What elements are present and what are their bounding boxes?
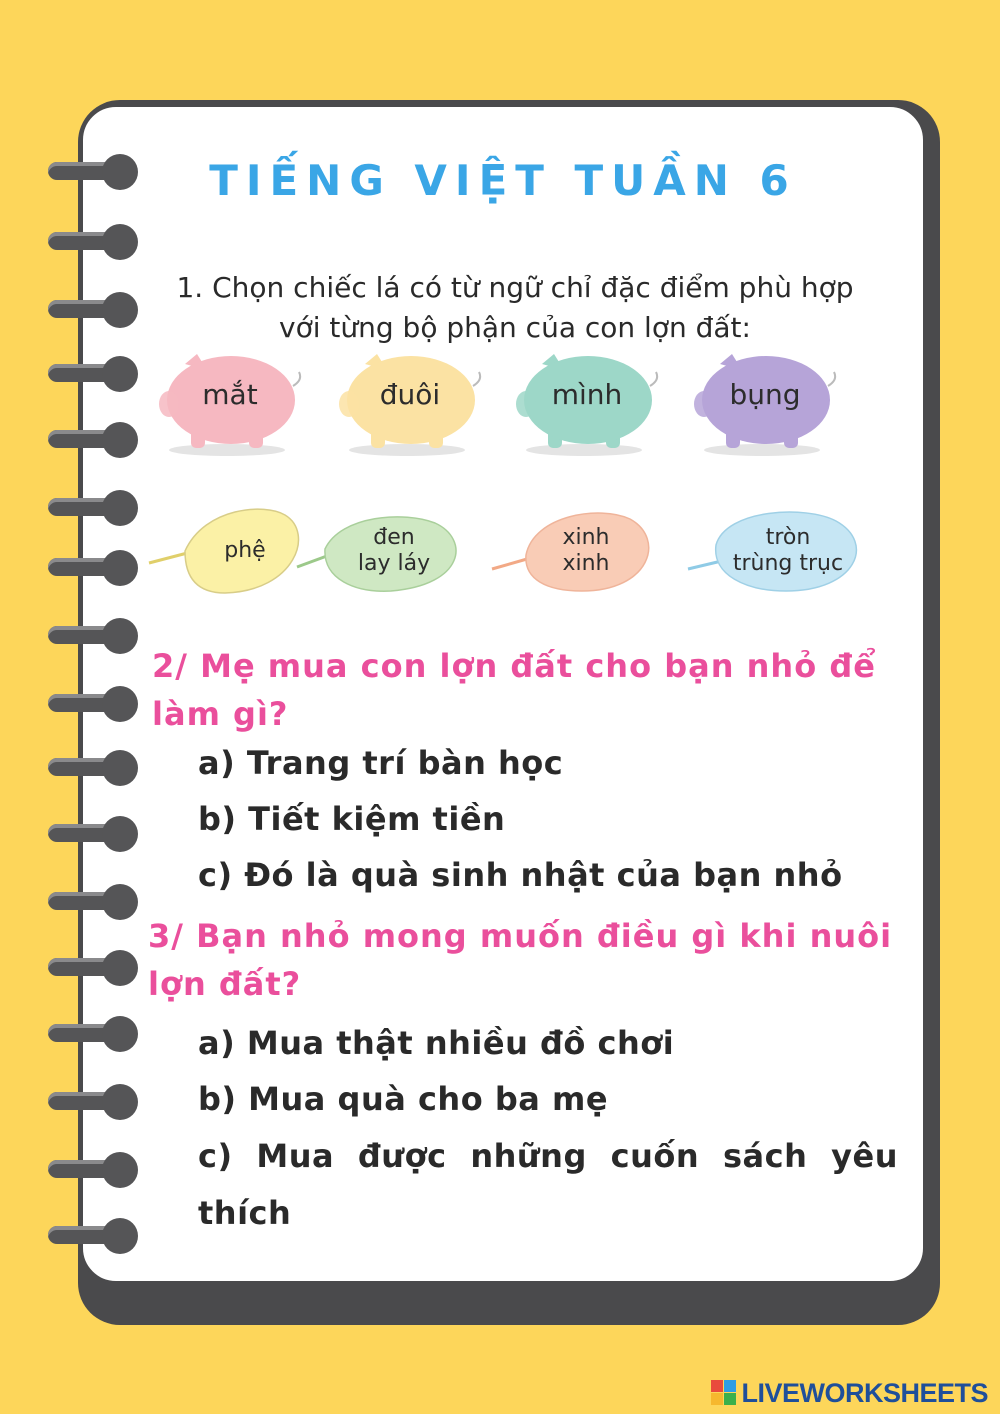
question-1 (120, 268, 910, 348)
liveworksheets-logo (711, 1376, 988, 1410)
question-2-line-1: 2/ Mẹ mua con lợn đất cho bạn nhỏ để (152, 647, 876, 685)
pig-label: đuôi (379, 378, 441, 411)
pig-card-belly[interactable] (690, 350, 840, 460)
pig-label: bụng (729, 378, 801, 411)
q3-option-c[interactable]: c) Mua được những cuốn sách yêu (198, 1137, 898, 1175)
question-3 (148, 912, 908, 1008)
spiral-ring-icon (48, 684, 140, 724)
spiral-ring-icon (48, 1216, 140, 1256)
question-1-line-1: 1. Chọn chiếc lá có từ ngữ chỉ đặc điểm phù hợp (176, 271, 854, 304)
spiral-ring-icon (48, 1150, 140, 1190)
q3-option-a[interactable]: a) Mua thật nhiều đồ chơi (198, 1024, 675, 1062)
watermark-text: LIVEWORKSHEETS (741, 1377, 988, 1408)
spiral-ring-icon (48, 948, 140, 988)
leaf-label (718, 505, 858, 597)
spiral-ring-icon (48, 748, 140, 788)
q2-option-c[interactable]: c) Đó là quà sinh nhật của bạn nhỏ (198, 856, 843, 894)
question-1-line-2: với từng bộ phận của con lợn đất: (279, 311, 751, 344)
pig-card-body[interactable] (512, 350, 662, 460)
spiral-ring-icon (48, 222, 140, 262)
leaf-label (185, 505, 305, 597)
pig-card-tail[interactable] (335, 350, 485, 460)
spiral-ring-icon (48, 1014, 140, 1054)
pig-card-eyes[interactable] (155, 350, 305, 460)
question-2 (152, 642, 902, 738)
leaf-label (329, 505, 459, 597)
spiral-ring-icon (48, 616, 140, 656)
question-3-line-2: lợn đất? (148, 965, 302, 1003)
q3-option-b[interactable]: b) Mua quà cho ba mẹ (198, 1080, 609, 1118)
leaf-label-line-1: phệ (224, 538, 266, 563)
leaf-card-2[interactable] (295, 505, 485, 597)
q2-option-a[interactable]: a) Trang trí bàn học (198, 744, 564, 782)
spiral-ring-icon (48, 354, 140, 394)
pig-label: mình (551, 378, 623, 411)
spiral-ring-icon (48, 814, 140, 854)
leaf-label-line-1: tròn (765, 525, 811, 550)
leaf-label (526, 505, 646, 597)
q2-option-b[interactable]: b) Tiết kiệm tiền (198, 800, 506, 838)
spiral-ring-icon (48, 882, 140, 922)
spiral-ring-icon (48, 488, 140, 528)
leaf-label-line-1: xinh (562, 525, 610, 550)
page-title: TIẾNG VIỆT TUẦN 6 (209, 156, 797, 205)
leaf-card-3[interactable] (490, 505, 680, 597)
leaf-label-line-1: đen (373, 525, 415, 550)
question-3-line-1: 3/ Bạn nhỏ mong muốn điều gì khi nuôi (148, 917, 893, 955)
leaf-card-4[interactable] (686, 505, 876, 597)
spiral-ring-icon (48, 420, 140, 460)
spiral-ring-icon (48, 1082, 140, 1122)
spiral-ring-icon (48, 548, 140, 588)
leaf-label-line-2: lay láy (357, 551, 431, 576)
logo-blocks-icon (711, 1380, 737, 1406)
leaf-label-line-2: xinh (562, 551, 610, 576)
question-2-line-2: làm gì? (152, 695, 289, 733)
q3-option-c-continued[interactable]: thích (198, 1194, 292, 1232)
leaf-label-line-2: trùng trục (732, 551, 844, 576)
pig-label: mắt (202, 378, 258, 411)
